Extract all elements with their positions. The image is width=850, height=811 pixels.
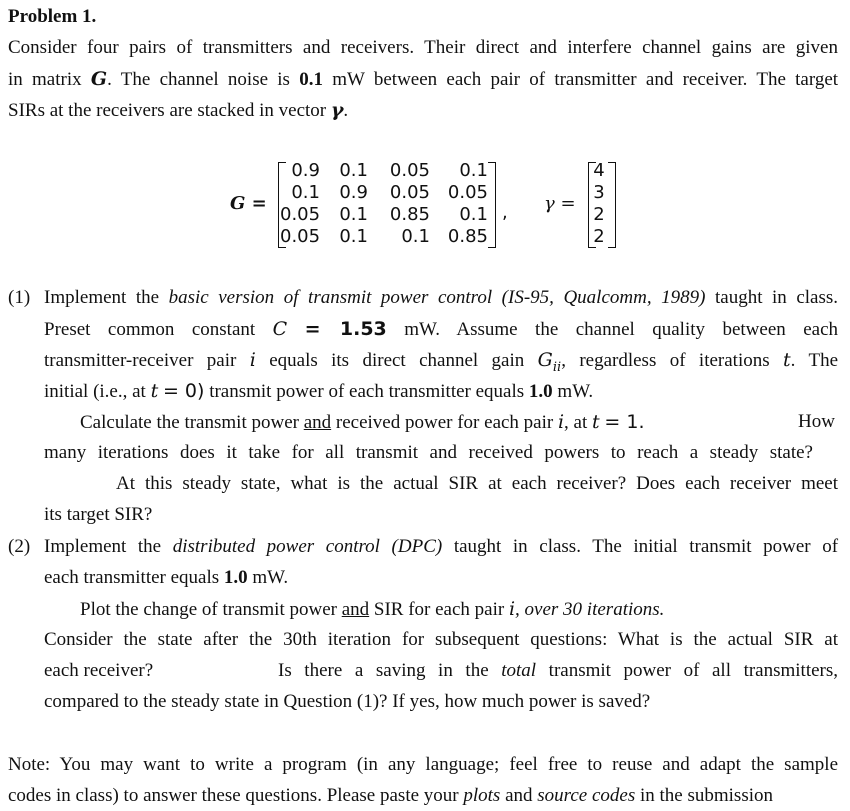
vector-cell: 2 — [593, 204, 605, 225]
matrix-cell: 0.05 — [280, 226, 321, 247]
vector-cell: 3 — [593, 182, 605, 203]
matrix-cell: 0.05 — [389, 160, 430, 181]
matrix-cell: 0.9 — [291, 160, 320, 181]
q1-line-5: Calculate the transmit power and received power for each pair i, at t = 1. — [80, 411, 645, 433]
matrix-cell: 0.1 — [339, 160, 368, 181]
problem-heading: Problem 1. — [8, 6, 97, 27]
matrix-g-right-bracket — [488, 162, 496, 248]
q2-line-4: Consider the state after the 30th iteration for subsequent questions: What is the actual SIR at — [44, 629, 838, 650]
matrix-cell: 0.85 — [447, 226, 488, 247]
q1-line-3: transmitter-receiver pair i equals its direct channel gain $G_{ii}$, regardless of iterations t. The — [44, 349, 839, 375]
matrix-cell: 0.1 — [291, 182, 320, 203]
note-line-1: Note: You may want to write a program (in any language; feel free to reuse and adapt the sample — [8, 754, 838, 775]
matrix-cell: 0.1 — [459, 204, 488, 225]
matrix-cell: 0.05 — [389, 182, 430, 203]
q1-line-2: Preset common constant C = 1.53 mW. Assume the channel quality between each — [44, 318, 839, 340]
q1-line-5-how: How — [798, 411, 835, 432]
matrix-cell: 0.1 — [339, 226, 368, 247]
q2-line-5a: each receiver? — [44, 660, 154, 681]
q1-line-7: At this steady state, what is the actual SIR at each receiver? Does each receiver meet — [116, 473, 838, 494]
intro-line-2: in matrix G. The channel noise is 0.1 mW between each pair of transmitter and receiver. The target — [8, 68, 839, 90]
vector-cell: 2 — [593, 226, 605, 247]
q2-line-5b: Is there a saving in the total transmit power of all transmitters, — [278, 660, 839, 681]
matrix-g-label: G = — [230, 193, 267, 214]
matrix-cell: 0.85 — [389, 204, 430, 225]
matrix-cell: 0.1 — [339, 204, 368, 225]
note-line-2: codes in class) to answer these questions. Please paste your plots and source codes in the submission — [8, 785, 773, 806]
q1-line-8: its target SIR? — [44, 504, 153, 525]
matrix-cell: 0.1 — [459, 160, 488, 181]
q2-line-1: Implement the distributed power control (DPC) taught in class. The initial transmit power of — [44, 536, 839, 557]
q2-line-3: Plot the change of transmit power and SIR for each pair i, over 30 iterations. — [80, 598, 665, 620]
vector-gamma — [544, 160, 634, 252]
matrix-cell: 0.9 — [339, 182, 368, 203]
intro-line-3: SIRs at the receivers are stacked in vector γ. — [8, 99, 349, 121]
vector-gamma-label: γ = — [544, 193, 576, 214]
q1-line-6: many iterations does it take for all transmit and received powers to reach a steady state? — [44, 442, 813, 463]
q1-line-4: initial (i.e., at t = 0) transmit power of each transmitter equals 1.0 mW. — [44, 380, 594, 402]
q2-line-2: each transmitter equals 1.0 mW. — [44, 567, 289, 588]
vector-cell: 4 — [593, 160, 605, 181]
matrix-comma: , — [502, 202, 508, 223]
intro-line-1: Consider four pairs of transmitters and receivers. Their direct and interfere channel gains are given — [8, 37, 838, 58]
matrix-cell: 0.1 — [401, 226, 430, 247]
q1-line-1: Implement the basic version of transmit power control (IS-95, Qualcomm, 1989) taught in class. — [44, 287, 839, 308]
q2-number: (2) — [8, 536, 31, 557]
q2-line-6: compared to the steady state in Question (1)? If yes, how much power is saved? — [44, 691, 651, 712]
vector-gamma-right-bracket — [608, 162, 616, 248]
q1-number: (1) — [8, 287, 31, 308]
matrix-cell: 0.05 — [447, 182, 488, 203]
matrix-cell: 0.05 — [280, 204, 321, 225]
matrix-g — [230, 160, 520, 252]
